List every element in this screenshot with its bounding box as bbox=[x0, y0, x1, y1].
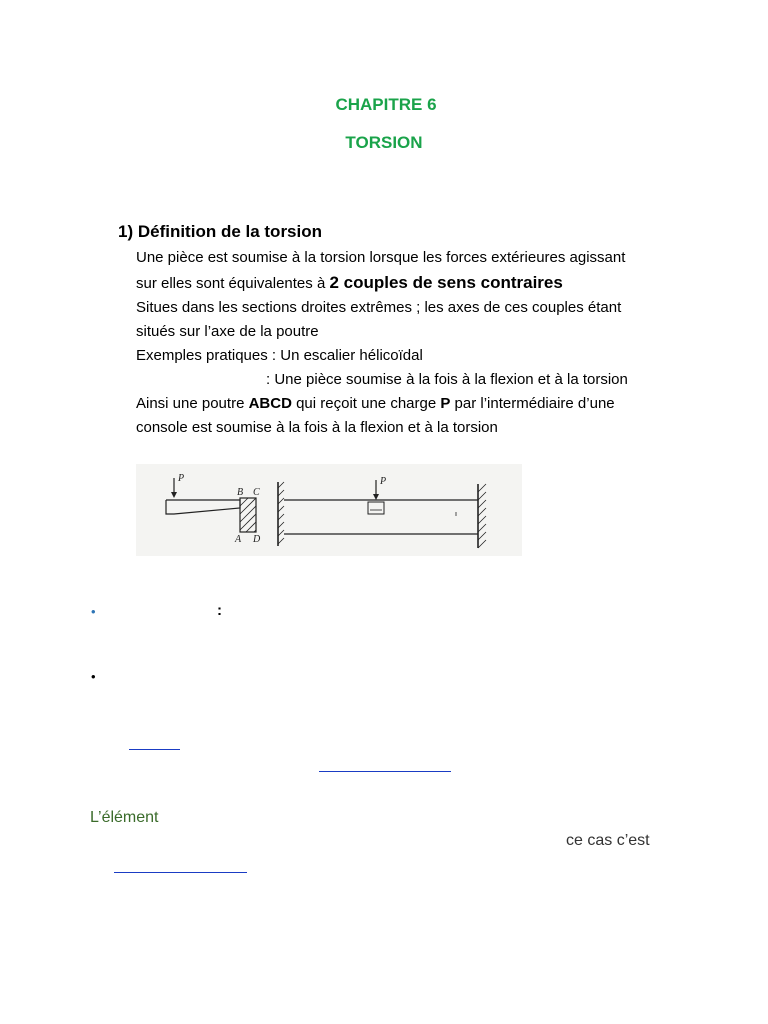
examples-line-2: : Une pièce soumise à la fois à la flexion et à la torsion bbox=[266, 371, 628, 388]
section-heading: 1) Définition de la torsion bbox=[118, 222, 323, 241]
link-1[interactable] bbox=[129, 749, 180, 750]
beam-name: ABCD bbox=[248, 395, 292, 412]
arrow-head-right-icon bbox=[373, 494, 379, 500]
label-p-right: P bbox=[380, 476, 387, 487]
definition-line-2 bbox=[136, 273, 563, 293]
bullet-2: • bbox=[91, 669, 96, 684]
bullet-1: • bbox=[91, 604, 96, 619]
label-d: D bbox=[253, 534, 261, 545]
beam-line-1 bbox=[136, 395, 615, 412]
load-name: P bbox=[440, 395, 451, 412]
beam-line-2: console est soumise à la fois à la flexion et à la torsion bbox=[136, 419, 498, 436]
definition-line-3: Situes dans les sections droites extrêmes ; les axes de ces couples étant bbox=[136, 299, 622, 316]
beam-text-e: par l’intermédiaire d’une bbox=[450, 395, 615, 412]
chapter-number: CHAPITRE 6 bbox=[335, 95, 437, 114]
arrow-head-left-icon bbox=[171, 492, 177, 498]
case-text: ce cas c’est bbox=[566, 832, 650, 849]
label-p-left: P bbox=[178, 473, 185, 484]
console bbox=[166, 500, 240, 514]
beam-text-a: Ainsi une poutre bbox=[136, 395, 249, 412]
beam-text-c: qui reçoit une charge bbox=[291, 395, 441, 412]
left-wall-hatch bbox=[278, 482, 284, 544]
definition-line-4: situés sur l’axe de la poutre bbox=[136, 323, 319, 340]
load-block bbox=[368, 502, 384, 514]
element-label: L’élément bbox=[90, 809, 159, 826]
beam-figure bbox=[136, 464, 522, 556]
right-wall-hatch bbox=[478, 484, 486, 548]
label-c: C bbox=[253, 487, 260, 498]
label-a: A bbox=[235, 534, 242, 545]
examples-line: Exemples pratiques : Un escalier hélicoïdal bbox=[136, 347, 423, 364]
beam-diagram bbox=[136, 464, 522, 556]
chapter-title: TORSION bbox=[345, 133, 423, 152]
section-hatch bbox=[240, 498, 256, 532]
link-3[interactable] bbox=[114, 872, 247, 873]
bullet-colon: : bbox=[217, 602, 222, 619]
label-b: B bbox=[237, 487, 244, 498]
definition-line-2-text: sur elles sont équivalentes à bbox=[136, 275, 330, 292]
definition-line-1: Une pièce est soumise à la torsion lorsque les forces extérieures agissant bbox=[136, 249, 626, 266]
link-2[interactable] bbox=[319, 771, 451, 772]
key-phrase: 2 couples de sens contraires bbox=[329, 273, 563, 292]
